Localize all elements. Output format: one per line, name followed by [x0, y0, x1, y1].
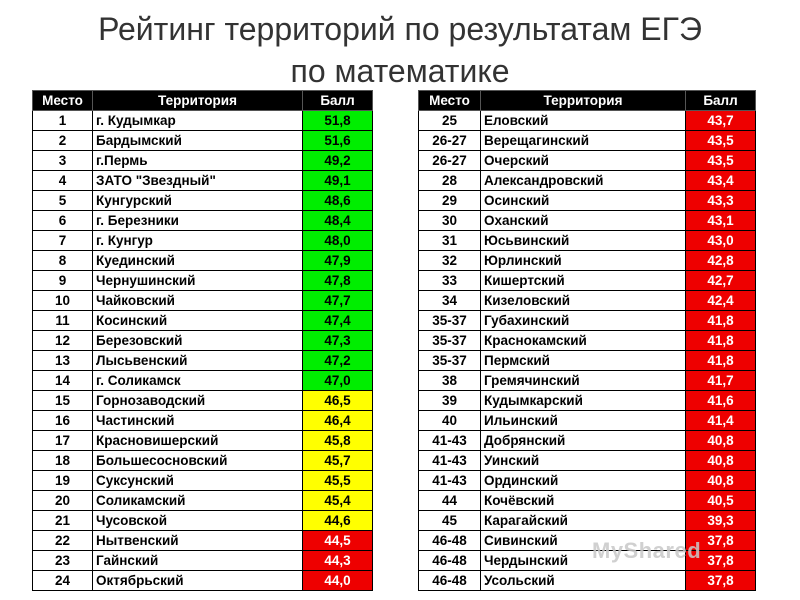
territory-cell: Ильинский [481, 411, 686, 431]
table-row [419, 451, 756, 471]
score-cell: 47,7 [303, 291, 373, 311]
territory-cell: Чернушинский [93, 271, 303, 291]
title-line-1: Рейтинг территорий по результатам ЕГЭ [98, 11, 702, 47]
territory-cell: Кунгурский [93, 191, 303, 211]
table-row [33, 331, 373, 351]
place-cell: 11 [33, 311, 93, 331]
score-cell: 49,2 [303, 151, 373, 171]
table-row [419, 551, 756, 571]
table-row [33, 411, 373, 431]
score-cell: 41,8 [686, 351, 756, 371]
table-row [419, 211, 756, 231]
table-row [33, 171, 373, 191]
watermark: MyShared [592, 538, 702, 563]
score-cell: 40,8 [686, 451, 756, 471]
place-cell: 44 [419, 491, 481, 511]
score-cell: 39,3 [686, 511, 756, 531]
score-cell: 41,6 [686, 391, 756, 411]
territory-cell: Соликамский [93, 491, 303, 511]
place-cell: 24 [33, 571, 93, 591]
place-cell: 20 [33, 491, 93, 511]
place-cell: 38 [419, 371, 481, 391]
table-row [419, 331, 756, 351]
place-cell: 3 [33, 151, 93, 171]
place-cell: 9 [33, 271, 93, 291]
table-row [419, 571, 756, 591]
table-row [33, 151, 373, 171]
score-cell: 44,0 [303, 571, 373, 591]
score-cell: 45,8 [303, 431, 373, 451]
score-cell: 40,5 [686, 491, 756, 511]
territory-cell: Верещагинский [481, 131, 686, 151]
score-cell: 48,0 [303, 231, 373, 251]
place-cell: 13 [33, 351, 93, 371]
header-place: Место [33, 91, 93, 111]
table-row [33, 271, 373, 291]
place-cell: 10 [33, 291, 93, 311]
territory-cell: Чайковский [93, 291, 303, 311]
score-cell: 44,6 [303, 511, 373, 531]
territory-cell: Чердынский [481, 551, 686, 571]
score-cell: 42,7 [686, 271, 756, 291]
territory-cell: Кочёвский [481, 491, 686, 511]
place-cell: 35-37 [419, 331, 481, 351]
header-score: Балл [303, 91, 373, 111]
score-cell: 43,4 [686, 171, 756, 191]
table-row [33, 511, 373, 531]
territory-cell: Губахинский [481, 311, 686, 331]
score-cell: 47,2 [303, 351, 373, 371]
score-cell: 41,7 [686, 371, 756, 391]
table-row [33, 251, 373, 271]
table-row [419, 391, 756, 411]
place-cell: 2 [33, 131, 93, 151]
territory-cell: Гайнский [93, 551, 303, 571]
header-place: Место [419, 91, 481, 111]
rating-table-right [418, 90, 756, 591]
place-cell: 8 [33, 251, 93, 271]
territory-cell: г.Пермь [93, 151, 303, 171]
place-cell: 46-48 [419, 571, 481, 591]
territory-cell: Сивинский [481, 531, 686, 551]
table-row [33, 431, 373, 451]
table-row [419, 351, 756, 371]
territory-cell: Лысьвенский [93, 351, 303, 371]
table-row [419, 471, 756, 491]
table-row [33, 211, 373, 231]
place-cell: 19 [33, 471, 93, 491]
score-cell: 47,0 [303, 371, 373, 391]
territory-cell: Красновишерский [93, 431, 303, 451]
score-cell: 40,8 [686, 431, 756, 451]
territory-cell: Юрлинский [481, 251, 686, 271]
place-cell: 17 [33, 431, 93, 451]
table-row [33, 491, 373, 511]
table-row [33, 391, 373, 411]
place-cell: 46-48 [419, 531, 481, 551]
place-cell: 39 [419, 391, 481, 411]
table-row [33, 291, 373, 311]
place-cell: 15 [33, 391, 93, 411]
territory-cell: г. Кудымкар [93, 111, 303, 131]
score-cell: 43,1 [686, 211, 756, 231]
table-row [33, 351, 373, 371]
territory-cell: Оханский [481, 211, 686, 231]
score-cell: 47,8 [303, 271, 373, 291]
table-row [33, 131, 373, 151]
table-row [33, 371, 373, 391]
table-row [419, 411, 756, 431]
place-cell: 7 [33, 231, 93, 251]
place-cell: 45 [419, 511, 481, 531]
territory-cell: Кишертский [481, 271, 686, 291]
table-row [419, 131, 756, 151]
place-cell: 41-43 [419, 451, 481, 471]
territory-cell: Суксунский [93, 471, 303, 491]
place-cell: 21 [33, 511, 93, 531]
territory-cell: г. Березники [93, 211, 303, 231]
score-cell: 44,5 [303, 531, 373, 551]
header-territory: Территория [93, 91, 303, 111]
place-cell: 26-27 [419, 151, 481, 171]
score-cell: 46,5 [303, 391, 373, 411]
score-cell: 41,8 [686, 311, 756, 331]
territory-cell: ЗАТО "Звездный" [93, 171, 303, 191]
score-cell: 51,6 [303, 131, 373, 151]
territory-cell: г. Кунгур [93, 231, 303, 251]
table-row [33, 551, 373, 571]
place-cell: 41-43 [419, 431, 481, 451]
place-cell: 30 [419, 211, 481, 231]
table-row [419, 111, 756, 131]
territory-cell: Большесосновский [93, 451, 303, 471]
title-line-2: по математике [290, 53, 510, 89]
place-cell: 28 [419, 171, 481, 191]
table-row [419, 171, 756, 191]
place-cell: 26-27 [419, 131, 481, 151]
territory-cell: г. Соликамск [93, 371, 303, 391]
place-cell: 16 [33, 411, 93, 431]
territory-cell: Еловский [481, 111, 686, 131]
territory-cell: Добрянский [481, 431, 686, 451]
place-cell: 23 [33, 551, 93, 571]
header-territory: Территория [481, 91, 686, 111]
territory-cell: Очерский [481, 151, 686, 171]
table-header-row [419, 91, 756, 111]
score-cell: 47,9 [303, 251, 373, 271]
score-cell: 42,8 [686, 251, 756, 271]
score-cell: 45,7 [303, 451, 373, 471]
score-cell: 41,8 [686, 331, 756, 351]
territory-cell: Горнозаводский [93, 391, 303, 411]
territory-cell: Краснокамский [481, 331, 686, 351]
score-cell: 37,8 [686, 571, 756, 591]
table-row [419, 531, 756, 551]
place-cell: 25 [419, 111, 481, 131]
score-cell: 46,4 [303, 411, 373, 431]
table-header-row [33, 91, 373, 111]
score-cell: 48,6 [303, 191, 373, 211]
territory-cell: Александровский [481, 171, 686, 191]
table-row [33, 451, 373, 471]
score-cell: 40,8 [686, 471, 756, 491]
score-cell: 51,8 [303, 111, 373, 131]
score-cell: 45,5 [303, 471, 373, 491]
table-row [33, 111, 373, 131]
territory-cell: Кизеловский [481, 291, 686, 311]
score-cell: 43,5 [686, 151, 756, 171]
place-cell: 35-37 [419, 351, 481, 371]
page-title [0, 8, 800, 92]
territory-cell: Косинский [93, 311, 303, 331]
territory-cell: Куединский [93, 251, 303, 271]
place-cell: 35-37 [419, 311, 481, 331]
score-cell: 47,3 [303, 331, 373, 351]
score-cell: 44,3 [303, 551, 373, 571]
territory-cell: Чусовской [93, 511, 303, 531]
score-cell: 43,7 [686, 111, 756, 131]
score-cell: 47,4 [303, 311, 373, 331]
place-cell: 12 [33, 331, 93, 351]
territory-cell: Карагайский [481, 511, 686, 531]
score-cell: 43,5 [686, 131, 756, 151]
territory-cell: Кудымкарский [481, 391, 686, 411]
table-row [419, 371, 756, 391]
table-row [33, 191, 373, 211]
table-row [419, 491, 756, 511]
table-row [419, 311, 756, 331]
header-score: Балл [686, 91, 756, 111]
place-cell: 33 [419, 271, 481, 291]
territory-cell: Юсьвинский [481, 231, 686, 251]
table-row [33, 571, 373, 591]
territory-cell: Уинский [481, 451, 686, 471]
place-cell: 32 [419, 251, 481, 271]
score-cell: 43,3 [686, 191, 756, 211]
place-cell: 18 [33, 451, 93, 471]
place-cell: 31 [419, 231, 481, 251]
score-cell: 37,8 [686, 531, 756, 551]
place-cell: 1 [33, 111, 93, 131]
territory-cell: Ординский [481, 471, 686, 491]
place-cell: 34 [419, 291, 481, 311]
score-cell: 41,4 [686, 411, 756, 431]
table-row [419, 191, 756, 211]
table-row [419, 291, 756, 311]
table-row [33, 231, 373, 251]
table-row [419, 231, 756, 251]
place-cell: 46-48 [419, 551, 481, 571]
territory-cell: Бардымский [93, 131, 303, 151]
place-cell: 22 [33, 531, 93, 551]
place-cell: 40 [419, 411, 481, 431]
place-cell: 4 [33, 171, 93, 191]
table-row [419, 431, 756, 451]
place-cell: 14 [33, 371, 93, 391]
table-row [419, 511, 756, 531]
table-row [419, 251, 756, 271]
place-cell: 5 [33, 191, 93, 211]
score-cell: 42,4 [686, 291, 756, 311]
score-cell: 49,1 [303, 171, 373, 191]
score-cell: 45,4 [303, 491, 373, 511]
rating-table-left [32, 90, 373, 591]
territory-cell: Гремячинский [481, 371, 686, 391]
place-cell: 29 [419, 191, 481, 211]
territory-cell: Нытвенский [93, 531, 303, 551]
territory-cell: Осинский [481, 191, 686, 211]
territory-cell: Частинский [93, 411, 303, 431]
territory-cell: Березовский [93, 331, 303, 351]
territory-cell: Октябрьский [93, 571, 303, 591]
place-cell: 41-43 [419, 471, 481, 491]
score-cell: 48,4 [303, 211, 373, 231]
table-row [419, 271, 756, 291]
table-row [33, 531, 373, 551]
place-cell: 6 [33, 211, 93, 231]
territory-cell: Пермский [481, 351, 686, 371]
score-cell: 43,0 [686, 231, 756, 251]
table-row [33, 471, 373, 491]
table-row [419, 151, 756, 171]
table-row [33, 311, 373, 331]
territory-cell: Усольский [481, 571, 686, 591]
score-cell: 37,8 [686, 551, 756, 571]
